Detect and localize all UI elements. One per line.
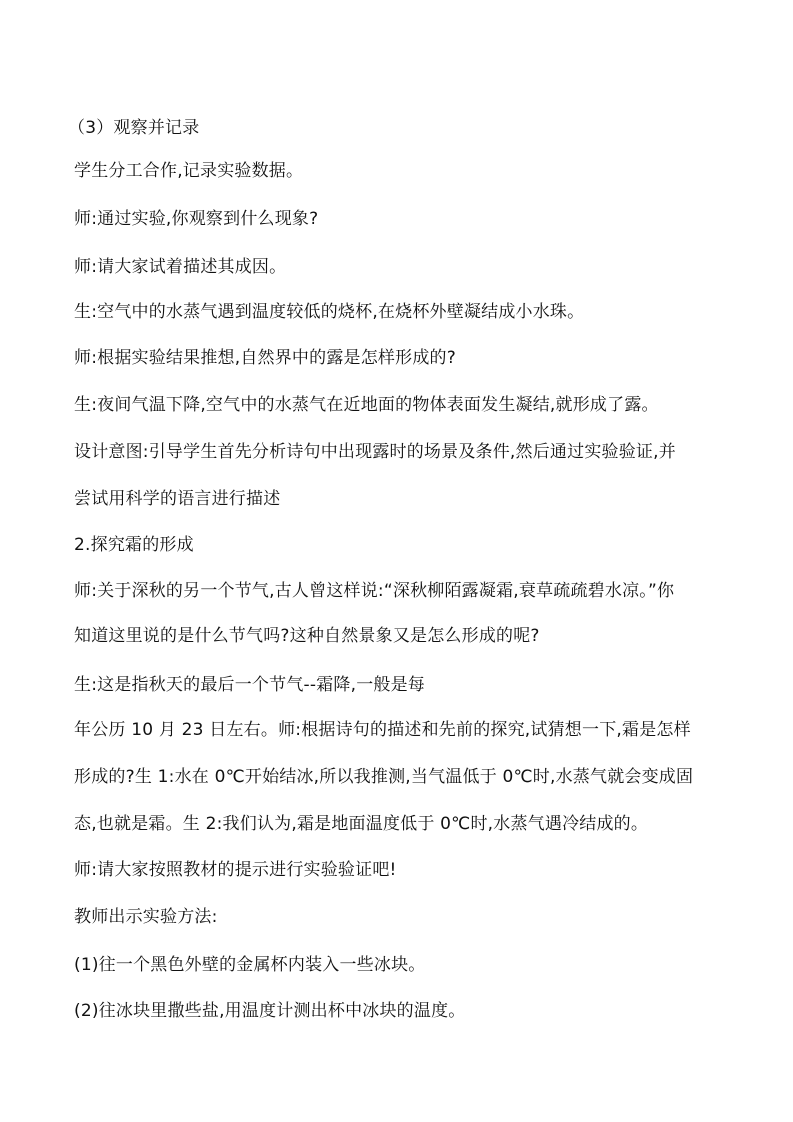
text-line: 年公历 10 月 23 日左右。师:根据诗句的描述和先前的探究,试猜想一下,霜是怎样 (74, 720, 691, 740)
text-line: 师:根据实验结果推想,自然界中的露是怎样形成的? (74, 348, 456, 368)
text-line: 知道这里说的是什么节气吗?这种自然景象又是怎么形成的呢? (74, 626, 540, 646)
text-line: 生:空气中的水蒸气遇到温度较低的烧杯,在烧杯外壁凝结成小水珠。 (74, 302, 585, 322)
text-line: (1)往一个黑色外壁的金属杯内装入一些冰块。 (74, 955, 426, 975)
text-line: 尝试用科学的语言进行描述 (74, 489, 281, 509)
text-line: 设计意图:引导学生首先分析诗句中出现露时的场景及条件,然后通过实验验证,并 (74, 442, 676, 462)
text-line: 师:通过实验,你观察到什么现象? (74, 209, 319, 229)
text-line: 态,也就是霜。生 2:我们认为,霜是地面温度低于 0℃时,水蒸气遇冷结成的。 (74, 814, 649, 834)
section-heading-frost: 2.探究霜的形成 (74, 535, 194, 555)
text-line: 生:这是指秋天的最后一个节气--霜降,一般是每 (74, 675, 425, 695)
text-line: 生:夜间气温下降,空气中的水蒸气在近地面的物体表面发生凝结,就形成了露。 (74, 395, 659, 415)
section-heading-observe-record: （3）观察并记录 (68, 118, 200, 138)
text-line: 师:关于深秋的另一个节气,古人曾这样说:“深秋柳陌露凝霜,衰草疏疏碧水凉。”你 (74, 581, 675, 601)
text-line: 师:请大家按照教材的提示进行实验验证吧! (74, 860, 397, 880)
text-line: (2)往冰块里撒些盐,用温度计测出杯中冰块的温度。 (74, 1001, 466, 1021)
text-line: 形成的?生 1:水在 0℃开始结冰,所以我推测,当气温低于 0℃时,水蒸气就会变成固 (74, 767, 694, 787)
text-line: 师:请大家试着描述其成因。 (74, 257, 287, 277)
text-line: 教师出示实验方法: (74, 907, 218, 927)
text-line: 学生分工合作,记录实验数据。 (74, 161, 304, 181)
